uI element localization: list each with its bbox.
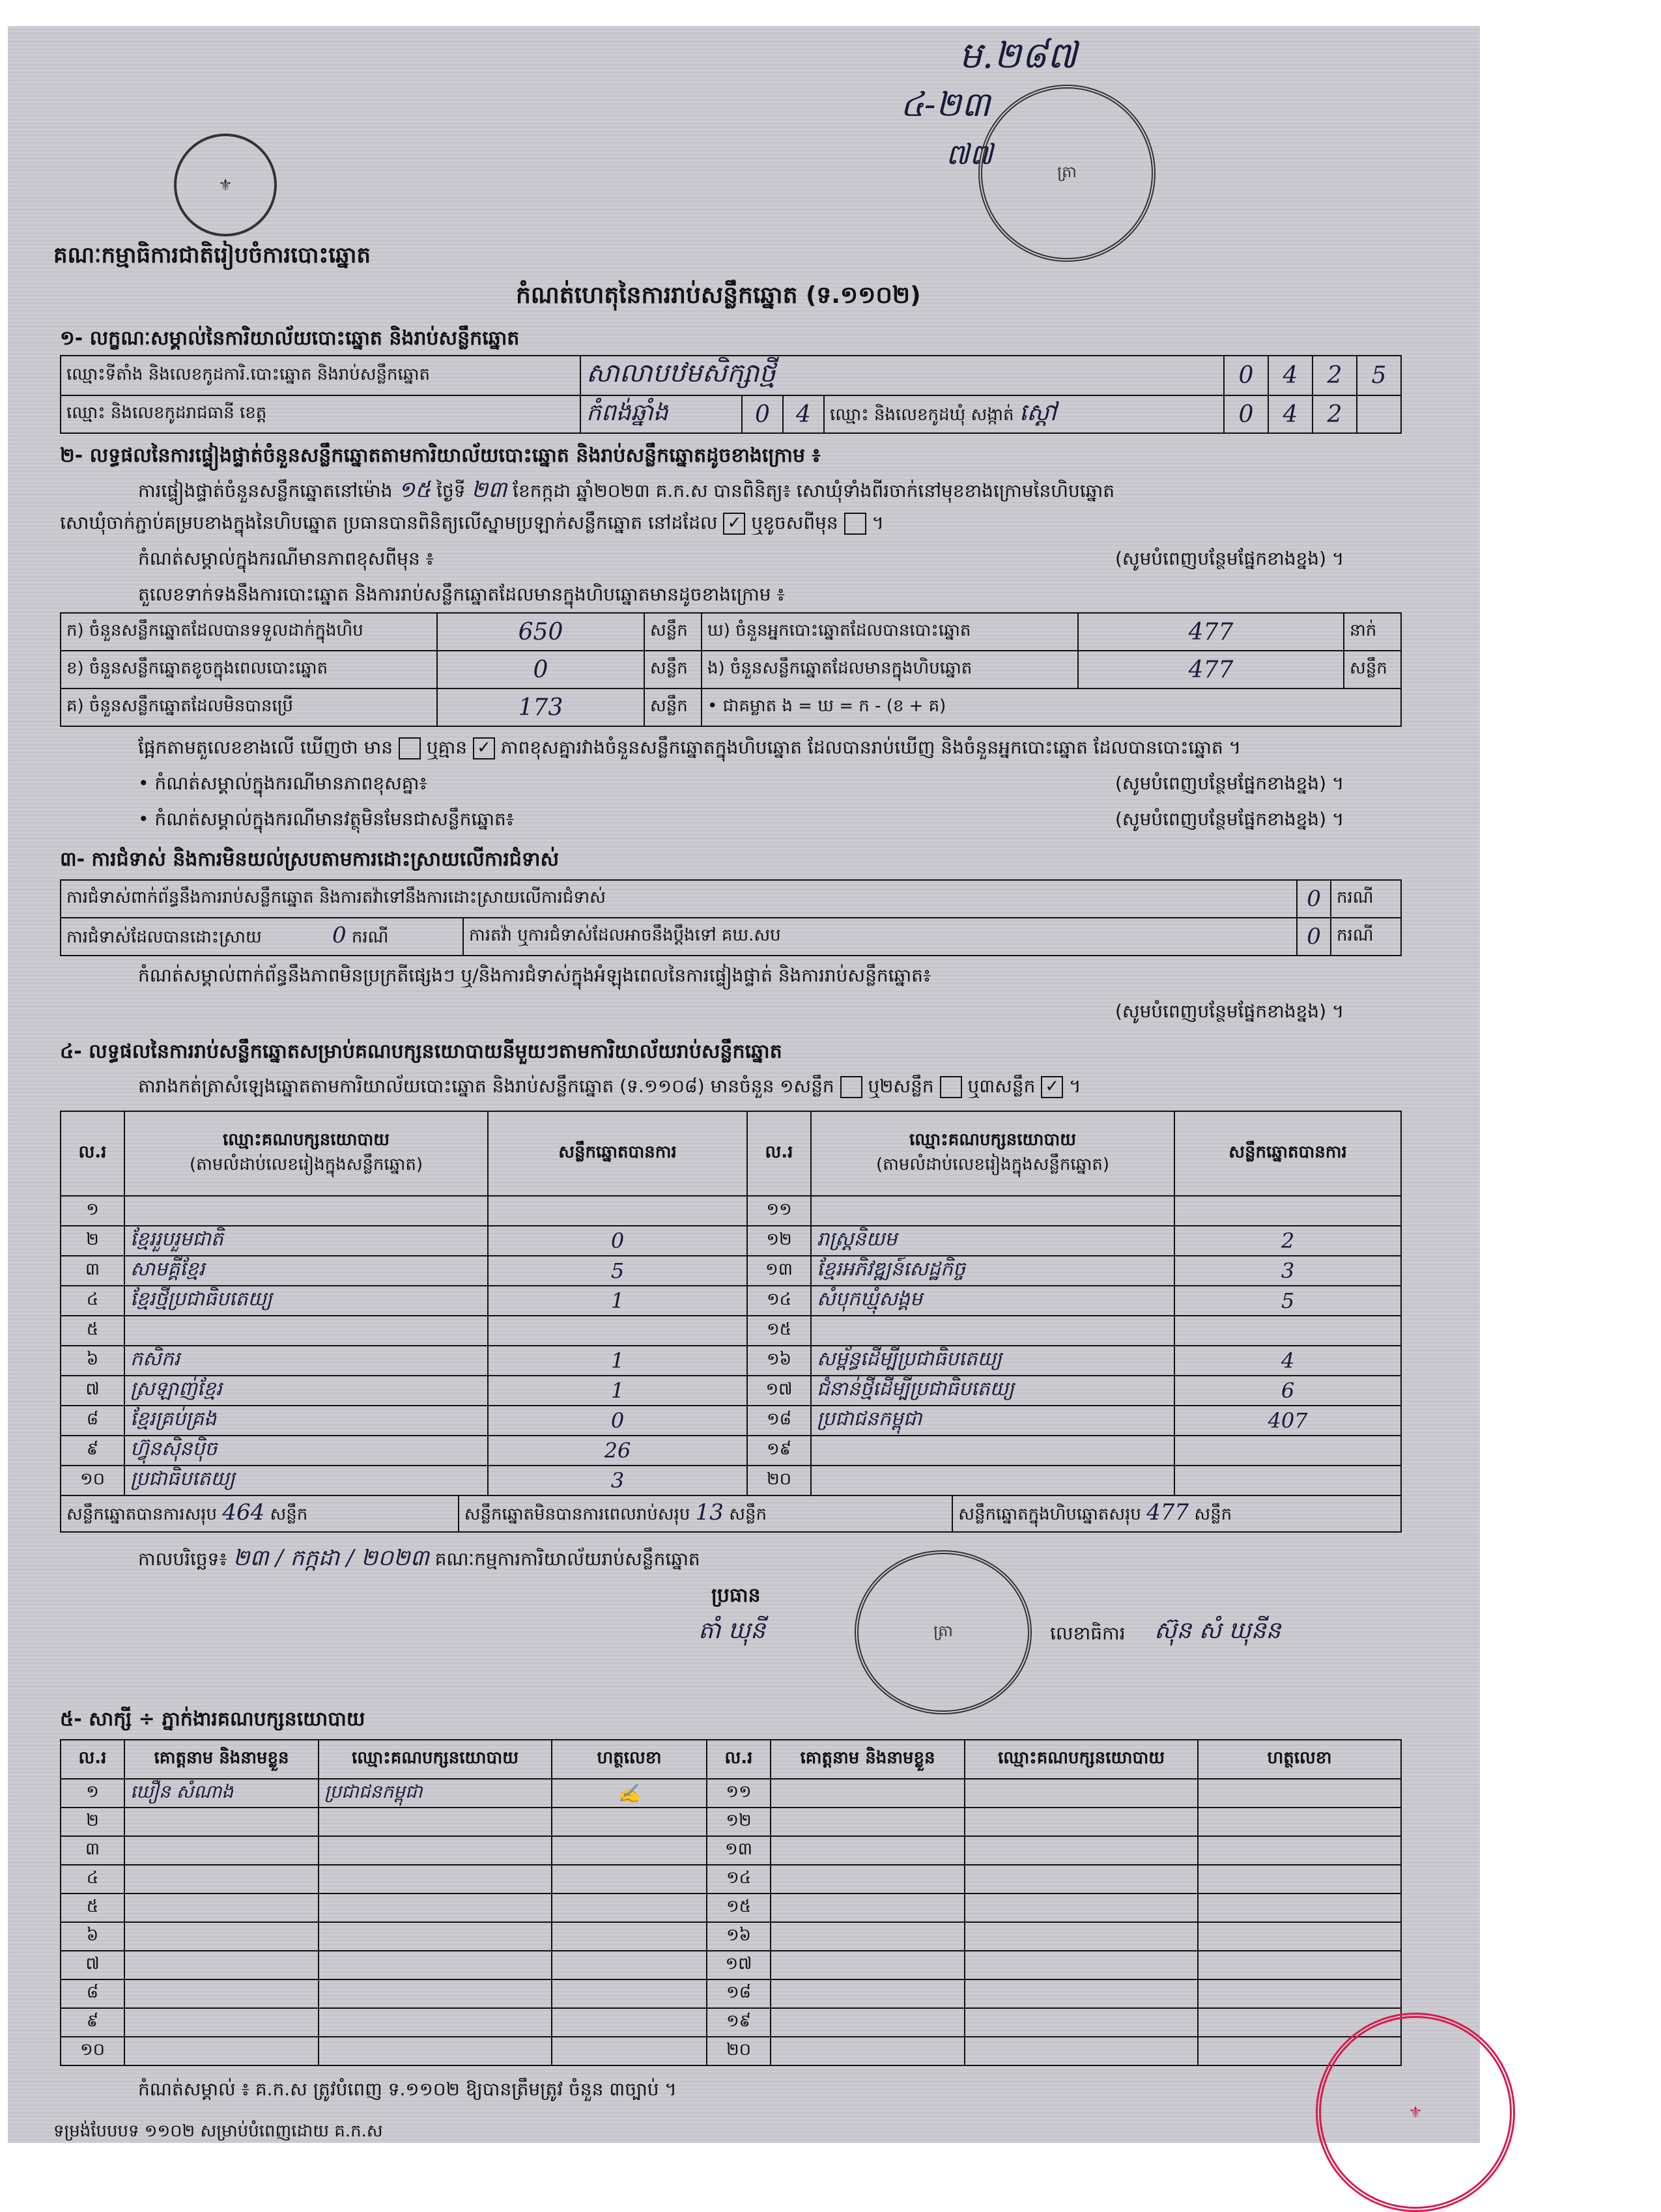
witness-name: [771, 1979, 965, 2008]
row-number: ៧: [61, 1376, 124, 1406]
party-name: សំបុកឃ្មុំសង្គម: [811, 1286, 1174, 1316]
s2-time-value: ១៥: [398, 477, 431, 503]
three-sheets-checkbox[interactable]: ✓: [1041, 1076, 1063, 1098]
total-box-unit: សន្លឹក: [1194, 1505, 1232, 1524]
witness-party: [965, 1893, 1198, 1922]
s1-row1-value: សាលាបឋមសិក្សាថ្មី: [580, 356, 1224, 395]
party-votes: 5: [488, 1256, 747, 1286]
stamp-label: ត្រា: [933, 1621, 953, 1640]
party-name: ហ៊្វុនស៊ិនប៉ិច: [124, 1436, 488, 1466]
party-name: ខ្មែរគ្រប់គ្រង: [124, 1406, 488, 1436]
row-d-unit: នាក់: [1344, 613, 1401, 651]
witness-signature: [1198, 1951, 1401, 1979]
party-votes: 4: [1174, 1346, 1401, 1376]
page-title: កំណត់ហេតុនៃការរាប់សន្លឹកឆ្នោត (ទ.១១០២): [516, 282, 921, 309]
no-difference-checkbox[interactable]: ✓: [473, 737, 495, 759]
witness-party: [965, 1779, 1198, 1808]
witness-name: [771, 1836, 965, 1865]
party-name: ប្រជាធិបតេយ្យ: [124, 1466, 488, 1496]
s2-p2: សោឃុំចាក់ភ្ជាប់គម្របខាងក្នុងនៃហិបឆ្នោត ប្រធានបានពិនិត្យលើស្នាមប្រឡាក់សន្លឹកឆ្នោត នៅដដែល: [60, 512, 718, 533]
s2-p1a: ការផ្ទៀងផ្ទាត់ចំនួនសន្លឹកឆ្នោតនៅម៉ោង: [138, 480, 393, 502]
total-box-value: 477: [1146, 1499, 1189, 1525]
row-number: ១២: [747, 1226, 811, 1256]
table-row: [61, 1196, 1401, 1226]
s4-intro2: ឬ២សន្លឹក: [868, 1075, 934, 1097]
total-valid-unit: សន្លឹក: [270, 1505, 308, 1524]
ballot-figures-table: [60, 612, 1402, 727]
witness-party: [319, 1922, 552, 1951]
s3-row2-value: 0: [332, 922, 347, 948]
s3-row2-label2: ការតវ៉ា ឬការជំទាស់ដែលអាចនឹងប្ដឹងទៅ គឃ.សប: [463, 918, 1297, 956]
secretary-label: លេខាធិការ: [1050, 1623, 1126, 1644]
party-votes: 3: [488, 1466, 747, 1496]
witness-name: [771, 1865, 965, 1893]
party-name: ខ្មែរអភិវឌ្ឍន៍សេដ្ឋកិច្ច: [811, 1256, 1174, 1286]
party-votes: 0: [488, 1406, 747, 1436]
one-sheet-checkbox[interactable]: [840, 1076, 862, 1098]
witness-name: [124, 1865, 319, 1893]
party-votes: [488, 1196, 747, 1226]
table-row: [61, 2037, 1401, 2065]
section-1-table: [60, 355, 1402, 434]
organization-name: គណៈកម្មាធិការជាតិរៀបចំការបោះឆ្នោត: [53, 242, 371, 268]
total-invalid-unit: សន្លឹក: [729, 1505, 767, 1524]
party-name: [811, 1196, 1174, 1226]
party-name: [811, 1316, 1174, 1346]
results-totals: [60, 1495, 1402, 1533]
witness-name: [771, 1922, 965, 1951]
row-number: ២: [61, 1808, 124, 1836]
committee-label: គណៈកម្មការការិយាល័យរាប់សន្លឹកឆ្នោត: [434, 1548, 700, 1570]
handwritten-ref-1: ម.២៨៧: [959, 35, 1077, 77]
row-number: ១៩: [707, 2008, 771, 2037]
party-votes: 2: [1174, 1226, 1401, 1256]
witness-name: [124, 1922, 319, 1951]
party-votes: 5: [1174, 1286, 1401, 1316]
party-name: សម្ព័ន្ធដើម្បីប្រជាធិបតេយ្យ: [811, 1346, 1174, 1376]
s2-bullet-1: • កំណត់សម្គាល់ក្នុងករណីមានភាពខុសគ្នា៖: [138, 773, 427, 794]
witness-signature: [552, 1808, 707, 1836]
chair-name: តាំ ឃុនី: [698, 1617, 765, 1644]
row-number: ១៨: [707, 1979, 771, 2008]
row-number: ៦: [61, 1346, 124, 1376]
row-number: ១៥: [707, 1893, 771, 1922]
row-number: ១៦: [707, 1922, 771, 1951]
row-number: ១៨: [747, 1406, 811, 1436]
witness-name: [771, 1808, 965, 1836]
row-b-unit: សន្លឹក: [644, 651, 702, 688]
footer-note: កំណត់សម្គាល់ ៖ គ.ក.ស ត្រូវបំពេញ ទ.១១០២ ឱ្យបានត្រឹមត្រូវ ចំនួន ៣ច្បាប់ ។: [138, 2078, 677, 2100]
party-results-table: [60, 1111, 1402, 1496]
row-number: ១០: [61, 1466, 124, 1496]
handwritten-ref-2: ៤-២៣: [900, 85, 991, 124]
party-votes: 1: [488, 1376, 747, 1406]
s4-intro3: ឬ៣សន្លឹក: [967, 1075, 1036, 1097]
witness-party: [319, 1836, 552, 1865]
witness-signature: ✍: [552, 1779, 707, 1808]
s1-row1-label: ឈ្មោះទីតាំង និងលេខកូដការិ.បោះឆ្នោត និងរាប់សន្លឹកឆ្នោត: [61, 356, 580, 395]
row-number: ១: [61, 1196, 124, 1226]
w-col-no: ល.រ: [707, 1740, 771, 1779]
row-c-label: គ) ចំនួនសន្លឹកឆ្នោតដែលមិនបានប្រើ: [61, 688, 437, 726]
row-number: ១៩: [747, 1436, 811, 1466]
total-valid-value: 464: [222, 1499, 265, 1525]
table-row: [61, 1979, 1401, 2008]
party-name: សាមគ្គីខ្មែរ: [124, 1256, 488, 1286]
s3-row2-unit: ករណី: [351, 928, 389, 947]
row-c-unit: សន្លឹក: [644, 688, 702, 726]
party-votes: 6: [1174, 1376, 1401, 1406]
witness-table: [60, 1739, 1402, 2066]
table-row: [61, 1376, 1401, 1406]
s2-day-value: ២៣: [471, 477, 507, 503]
witness-party: [965, 1979, 1198, 2008]
s2-fill-2: (សូមបំពេញបន្ថែមផ្នែកខាងខ្នង) ។: [1115, 808, 1344, 830]
witness-signature: [552, 1922, 707, 1951]
w-col-party: ឈ្មោះគណបក្សនយោបាយ: [319, 1740, 552, 1779]
table-row: [61, 1466, 1401, 1496]
witness-name: [771, 2008, 965, 2037]
w-col-sign: ហត្ថលេខា: [1198, 1740, 1401, 1779]
row-number: ១២: [707, 1808, 771, 1836]
witness-signature: [552, 1836, 707, 1865]
table-row: [61, 1436, 1401, 1466]
scanned-form-sheet: ម.២៨៧ ៤-២៣ ៧៧ ⚜ ត្រា គណៈកម្មាធិការជាតិរៀបចំការបោះឆ្នោត កំណត់ហេតុនៃការរាប់សន្លឹកឆ្នោត (ទ.១១០២) ១- លក្ខណៈសម្គាល់នៃការិយាល័យបោះឆ្នោត និងរាប់សន្លឹកឆ្នោត ឈ្មោះទីតាំង និងលេខកូដការិ.បោះឆ្នោត និងរាប់សន្លឹកឆ្នោត សាលាបឋមសិក្សាថ្មី 0 4 2 5 ឈ្មោះ និងលេខកូដរាជធានី ខេត្ត កំពង់ឆ្នាំង 0 4 ឈ្មោះ និងលេខកូដឃុំ សង្កាត់ ស្ដៅ 0 4 2 ២- លទ្ធផលនៃការផ្ទៀងផ្ទាត់ចំនួនសន្លឹកឆ្នោតតាមការិយាល័យបោះឆ្នោត និងរាប់សន្លឹកឆ្នោតដូចខាងក្រោម ៖ ការផ្ទៀងផ្ទាត់ចំនួនសន្លឹកឆ្នោតនៅម៉ោង ១៥ ថ្ងៃទី ២៣ ខែកក្កដា ឆ្នាំ២០២៣ គ.ក.ស បានពិនិត្យ៖ សោឃុំទាំងពីរចាក់នៅមុខខាងក្រោមនៃហិបឆ្នោត សោឃុំចាក់ភ្ជាប់គម្របខាងក្នុងនៃហិបឆ្នោត ប្រធានបានពិនិត្យលើស្នាមប្រឡាក់សន្លឹកឆ្នោត នៅដដែល ✓ ឬខូចសពីមុន ។ កំណត់សម្គាល់ក្នុងករណីមានភាពខុសពីមុន ៖ (សូមបំពេញបន្ថែមផ្នែកខាងខ្នង) ។ តួលេខទាក់ទងនឹងការបោះឆ្នោត និងការរាប់សន្លឹកឆ្នោតដែលមានក្នុងហិបឆ្នោតមានដូចខាងក្រោម ៖ ក) ចំនួនសន្លឹកឆ្នោតដែលបានទទួលដាក់ក្នុងហិប 650 សន្លឹក ឃ) ចំនួនអ្នកបោះឆ្នោតដែលបានបោះឆ្នោត 477 នាក់ ខ) ចំនួនសន្លឹកឆ្នោតខូចក្នុងពេលបោះឆ្នោត 0 សន្លឹក ង) ចំនួនសន្លឹកឆ្នោតដែលមានក្នុងហិបឆ្នោត 477 សន្លឹក គ) ចំនួនសន្លឹកឆ្នោតដែលមិនបានប្រើ 173 សន្លឹក • ជាគម្លាត ង = ឃ = ក - (ខ + គ) ផ្អែកតាមតួលេខខាងលើ ឃើញថា មាន ឬគ្មាន ✓ ភាពខុសគ្នារវាងចំនួនសន្លឹកឆ្នោតក្នុងហិបឆ្នោត ដែលបានរាប់ឃើញ និងចំនួនអ្នកបោះឆ្នោត ដែលបានបោះឆ្នោត ។ • កំណត់សម្គាល់ក្នុងករណីមានភាពខុសគ្នា៖ (សូមបំពេញបន្ថែមផ្នែកខាងខ្នង) ។ • កំណត់សម្គាល់ក្នុងករណីមានវត្ថុមិនមែនជាសន្លឹកឆ្នោត៖ (សូមបំពេញបន្ថែមផ្នែកខាងខ្នង) ។ ៣- ការជំទាស់ និងការមិនយល់ស្របតាមការដោះស្រាយលើការជំទាស់ ការជំទាស់ពាក់ព័ន្ធនឹងការរាប់សន្លឹកឆ្នោត និងការតវ៉ាទៅនឹងការដោះស្រាយលើការជំទាស់ 0 ករណី ការជំទាស់ដែលបានដោះស្រាយ 0 ករណី ការតវ៉ា ឬការជំទាស់ដែលអាចនឹងប្ដឹងទៅ គឃ.សប 0 ករណី កំណត់សម្គាល់ពាក់ព័ន្ធនឹងភាពមិនប្រក្រតីផ្សេងៗ ឬ/និងការជំទាស់ក្នុងអំឡុងពេលនៃការផ្ទៀងផ្ទាត់ និងការរាប់សន្លឹកឆ្នោត៖ (សូមបំពេញបន្ថែមផ្នែកខាងខ្នង) ។ ៤- លទ្ធផលនៃការរាប់សន្លឹកឆ្នោតសម្រាប់គណបក្សនយោបាយនីមួយៗតាមការិយាល័យរាប់សន្លឹកឆ្នោត តារាងកត់ត្រាសំឡេងឆ្នោតតាមការិយាល័យបោះឆ្នោត និងរាប់សន្លឹកឆ្នោត (ទ.១១០៨) មានចំនួន ១សន្លឹក ឬ២សន្លឹក ឬ៣សន្លឹក ✓ ។ ល.រ ឈ្មោះគណបក្សនយោបាយ (តាមលំដាប់លេខរៀងក្នុងសន្លឹកឆ្នោត) សន្លឹកឆ្នោតបានការ ល.រ ឈ្មោះគណបក្សនយោបាយ (តាមលំដាប់លេខរៀងក្នុងសន្លឹកឆ្នោត) សន្លឹកឆ្នោតបានការ ១ ១១ ២ ខ្មែររួបរួមជាតិ 0 ១២ រាស្ត្រនិយម 2 ៣ សាមគ្គីខ្មែរ 5 ១៣ ខ្មែរអភិវឌ្ឍន៍សេដ្ឋកិច្ច 3 ៤ ខ្មែរថ្មីប្រជាធិបតេយ្យ 1 ១៤ សំបុកឃ្មុំសង្គម 5 ៥ ១៥ ៦ កសិករ 1 ១៦ សម្ព័ន្ធដើម្បីប្រជាធិបតេយ្យ 4 ៧ ស្រឡាញ់ខ្មែរ 1 ១៧ ជំនាន់ថ្មីដើម្បីប្រជាធិបតេយ្យ 6 ៨ ខ្មែរគ្រប់គ្រង 0 ១៨ ប្រជាជនកម្ពុជា 407 ៩ ហ៊្វុនស៊ិនប៉ិច 26 ១៩ ១០ ប្រជាធិបតេយ្យ 3 ២០ សន្លឹកឆ្នោតបានការសរុប 464 សន្លឹក សន្លឹកឆ្នោតមិនបានការពេលរាប់សរុប 13 សន្លឹក សន្លឹកឆ្នោតក្នុងហិបឆ្នោតសរុប 477 សន្លឹក កាលបរិច្ឆេទ៖ ២៣ / កក្កដា / ២០២៣ គណៈកម្មការការិយាល័យរាប់សន្លឹកឆ្នោត ប្រធាន តាំ ឃុនី លេខាធិការ ស៊ុន សំ ឃុនីន ត្រា ៥- សាក្សី ÷ ភ្នាក់ងារគណបក្សនយោបាយ ល.រ គោត្តនាម និងនាមខ្លួន ឈ្មោះគណបក្សនយោបាយ ហត្ថលេខា ល.រ គោត្តនាម និងនាមខ្លួន ឈ្មោះគណបក្សនយោបាយ ហត្ថលេខា ១ ឃឿន សំណាង ប្រជាជនកម្ពុជា ✍ ១១ ២ ១២ ៣ ១៣ ៤ ១៤ ៥ ១៥ ៦ ១៦ ៧ ១៧ ៨ ១៨ ៩ ១៩ ១០ ២០ កំណត់សម្គាល់ ៖ គ.ក.ស ត្រូវបំពេញ ទ.១១០២ ឱ្យបានត្រឹមត្រូវ ចំនួន ៣ច្បាប់ ។ ទម្រង់បែបបទ ១១០២ សម្រាប់បំពេញដោយ គ.ក.ស: [8, 26, 1480, 2143]
row-number: ៥: [61, 1316, 124, 1346]
witness-party: [319, 1808, 552, 1836]
table-row: [61, 1406, 1401, 1436]
s3-row1-value: 0: [1297, 880, 1331, 918]
row-b-label: ខ) ចំនួនសន្លឹកឆ្នោតខូចក្នុងពេលបោះឆ្នោត: [61, 651, 437, 688]
row-number: ១០: [61, 2037, 124, 2065]
table-row: [61, 1865, 1401, 1893]
row-number: ៣: [61, 1836, 124, 1865]
s2-note-fill: (សូមបំពេញបន្ថែមផ្នែកខាងខ្នង) ។: [1115, 548, 1344, 569]
row-number: ១១: [747, 1196, 811, 1226]
witness-party: [319, 1951, 552, 1979]
has-difference-checkbox[interactable]: [399, 737, 421, 759]
witness-signature: [552, 1865, 707, 1893]
section-5-heading: ៥- សាក្សី ÷ ភ្នាក់ងារគណបក្សនយោបាយ: [60, 1708, 365, 1731]
table-row: [61, 1779, 1401, 1808]
row-number: ៣: [61, 1256, 124, 1286]
w-col-party: ឈ្មោះគណបក្សនយោបាយ: [965, 1740, 1198, 1779]
col-party-sub: (តាមលំដាប់លេខរៀងក្នុងសន្លឹកឆ្នោត): [875, 1155, 1110, 1174]
w-col-no: ល.រ: [61, 1740, 124, 1779]
witness-signature: [552, 2008, 707, 2037]
row-a-label: ក) ចំនួនសន្លឹកឆ្នោតដែលបានទទួលដាក់ក្នុងហិប: [61, 613, 437, 651]
witness-name: [771, 1893, 965, 1922]
row-number: ៨: [61, 1979, 124, 2008]
witness-party: [965, 1865, 1198, 1893]
row-number: ៦: [61, 1922, 124, 1951]
s1-code-digit: 2: [1313, 356, 1357, 395]
s1-province-code-digit: 0: [742, 395, 783, 433]
witness-party: [965, 1951, 1198, 1979]
party-votes: 1: [488, 1286, 747, 1316]
total-box-label: សន្លឹកឆ្នោតក្នុងហិបឆ្នោតសរុប: [958, 1505, 1141, 1524]
table-row: [61, 1226, 1401, 1256]
row-number: ២០: [707, 2037, 771, 2065]
row-number: ១៤: [747, 1286, 811, 1316]
party-votes: 407: [1174, 1406, 1401, 1436]
witness-name: [124, 1808, 319, 1836]
row-number: ៩: [61, 2008, 124, 2037]
witness-signature: [1198, 1979, 1401, 2008]
party-name: [124, 1196, 488, 1226]
party-votes: [488, 1316, 747, 1346]
s2-p1c: ខែកក្កដា ឆ្នាំ២០២៣ គ.ក.ស បានពិនិត្យ៖ សោឃុំទាំងពីរចាក់នៅមុខខាងក្រោមនៃហិបឆ្នោត: [513, 480, 1115, 502]
secretary-name: ស៊ុន សំ ឃុនីន: [1154, 1617, 1281, 1644]
row-b-value: 0: [437, 651, 644, 688]
row-number: ២០: [747, 1466, 811, 1496]
party-name: [124, 1316, 488, 1346]
s2-fill-1: (សូមបំពេញបន្ថែមផ្នែកខាងខ្នង) ។: [1115, 773, 1344, 794]
witness-party: [319, 1865, 552, 1893]
row-number: ១៧: [747, 1376, 811, 1406]
witness-name: [124, 1836, 319, 1865]
witness-party: [319, 1893, 552, 1922]
row-d-value: 477: [1078, 613, 1344, 651]
two-sheets-checkbox[interactable]: [940, 1076, 962, 1098]
witness-signature: [1198, 1779, 1401, 1808]
witness-name: [124, 2008, 319, 2037]
row-number: ៨: [61, 1406, 124, 1436]
section-1-heading: ១- លក្ខណៈសម្គាល់នៃការិយាល័យបោះឆ្នោត និងរាប់សន្លឹកឆ្នោត: [60, 327, 520, 350]
witness-party: [319, 1979, 552, 2008]
row-number: ១៣: [747, 1256, 811, 1286]
row-number: ១៥: [747, 1316, 811, 1346]
handwritten-ref-3: ៧៧: [946, 138, 993, 171]
row-e-label: ង) ចំនួនសន្លឹកឆ្នោតដែលមានក្នុងហិបឆ្នោត: [702, 651, 1078, 688]
s1-code-digit: 4: [1268, 356, 1313, 395]
row-number: ១: [61, 1779, 124, 1808]
party-votes: 1: [488, 1346, 747, 1376]
row-number: ១៤: [707, 1865, 771, 1893]
s2-p2-mid: ឬខូចសពីមុន: [751, 512, 838, 533]
s1-province-code-digit: 4: [783, 395, 824, 433]
party-votes: [1174, 1316, 1401, 1346]
witness-party: [965, 1922, 1198, 1951]
table-row: [61, 1922, 1401, 1951]
section-2-heading: ២- លទ្ធផលនៃការផ្ទៀងផ្ទាត់ចំនួនសន្លឹកឆ្នោតតាមការិយាល័យបោះឆ្នោត និងរាប់សន្លឹកឆ្នោតដូចខាងក្រោម ៖: [60, 444, 821, 467]
party-votes: 0: [488, 1226, 747, 1256]
witness-signature: [1198, 1922, 1401, 1951]
party-votes: 26: [488, 1436, 747, 1466]
party-votes: [1174, 1466, 1401, 1496]
s2-p4c: ភាពខុសគ្នារវាងចំនួនសន្លឹកឆ្នោតក្នុងហិបឆ្នោត ដែលបានរាប់ឃើញ និងចំនួនអ្នកបោះឆ្នោត ដែលបានបោះឆ្នោត ។: [500, 737, 1242, 758]
s1-commune-code-digit: 0: [1224, 395, 1268, 433]
s1-province-value: កំពង់ឆ្នាំង: [580, 395, 742, 433]
witness-name: [124, 2037, 319, 2065]
row-e-unit: សន្លឹក: [1344, 651, 1401, 688]
witness-party: [319, 2037, 552, 2065]
col-party: ឈ្មោះគណបក្សនយោបាយ: [223, 1130, 390, 1150]
w-col-sign: ហត្ថលេខា: [552, 1740, 707, 1779]
section-4-heading: ៤- លទ្ធផលនៃការរាប់សន្លឹកឆ្នោតសម្រាប់គណបក្សនយោបាយនីមួយៗតាមការិយាល័យរាប់សន្លឹកឆ្នោត: [60, 1040, 782, 1063]
party-name: ខ្មែររួបរួមជាតិ: [124, 1226, 488, 1256]
party-votes: [1174, 1196, 1401, 1226]
party-name: រាស្ត្រនិយម: [811, 1226, 1174, 1256]
party-name: [811, 1436, 1174, 1466]
s1-commune-code-digit: 2: [1313, 395, 1357, 433]
s2-p4a: ផ្អែកតាមតួលេខខាងលើ ឃើញថា មាន: [138, 737, 393, 758]
table-row: [61, 1256, 1401, 1286]
party-votes: [1174, 1436, 1401, 1466]
damaged-checkbox[interactable]: [844, 513, 866, 535]
witness-party: ប្រជាជនកម្ពុជា: [319, 1779, 552, 1808]
witness-signature: [552, 2037, 707, 2065]
row-c-value: 173: [437, 688, 644, 726]
date-value: ២៣ / កក្កដា / ២០២៣: [233, 1545, 429, 1571]
s2-p1b: ថ្ងៃទី: [436, 480, 466, 502]
row-number: ៤: [61, 1286, 124, 1316]
witness-party: [965, 1808, 1198, 1836]
row-number: ១១: [707, 1779, 771, 1808]
party-name: ខ្មែរថ្មីប្រជាធិបតេយ្យ: [124, 1286, 488, 1316]
witness-signature: [1198, 1865, 1401, 1893]
unchanged-checkbox[interactable]: ✓: [723, 513, 745, 535]
table-row: [61, 2008, 1401, 2037]
s3-row2-value2: 0: [1297, 918, 1331, 956]
row-number: ១៦: [747, 1346, 811, 1376]
party-votes: 3: [1174, 1256, 1401, 1286]
col-votes: សន្លឹកឆ្នោតបានការ: [1174, 1111, 1401, 1196]
col-no: ល.រ: [747, 1111, 811, 1196]
party-name: ប្រជាជនកម្ពុជា: [811, 1406, 1174, 1436]
formula-label: • ជាគម្លាត ង = ឃ = ក - (ខ + គ): [702, 688, 1401, 726]
witness-name: [771, 1951, 965, 1979]
col-party-sub: (តាមលំដាប់លេខរៀងក្នុងសន្លឹកឆ្នោត): [189, 1155, 423, 1174]
table-row: [61, 1893, 1401, 1922]
row-number: ៥: [61, 1893, 124, 1922]
s3-row1-label: ការជំទាស់ពាក់ព័ន្ធនឹងការរាប់សន្លឹកឆ្នោត និងការតវ៉ាទៅនឹងការដោះស្រាយលើការជំទាស់: [61, 880, 1297, 918]
total-valid-label: សន្លឹកឆ្នោតបានការសរុប: [66, 1505, 218, 1524]
s1-code-digit: 0: [1224, 356, 1268, 395]
w-col-name: គោត្តនាម និងនាមខ្លួន: [124, 1740, 319, 1779]
w-col-name: គោត្តនាម និងនាមខ្លួន: [771, 1740, 965, 1779]
row-number: ៧: [61, 1951, 124, 1979]
col-party: ឈ្មោះគណបក្សនយោបាយ: [909, 1130, 1076, 1150]
witness-name: [124, 1951, 319, 1979]
s2-bullet-2: • កំណត់សម្គាល់ក្នុងករណីមានវត្ថុមិនមែនជាសន្លឹកឆ្នោត៖: [138, 808, 515, 830]
witness-name: [124, 1893, 319, 1922]
row-number: ៤: [61, 1865, 124, 1893]
party-name: [811, 1466, 1174, 1496]
s1-commune-code-digit: 4: [1268, 395, 1313, 433]
table-row: [61, 1951, 1401, 1979]
s4-intro: តារាងកត់ត្រាសំឡេងឆ្នោតតាមការិយាល័យបោះឆ្នោត និងរាប់សន្លឹកឆ្នោត (ទ.១១០៨) មានចំនួន ១សន្លឹក: [138, 1075, 834, 1097]
witness-name: [124, 1979, 319, 2008]
stamp-label: ត្រា: [1057, 162, 1077, 181]
chair-label: ប្រធាន: [711, 1584, 761, 1607]
official-stamp-icon: [978, 85, 1156, 262]
date-label: កាលបរិច្ឆេទ៖: [138, 1548, 227, 1570]
footer-form-id: ទម្រង់បែបបទ ១១០២ សម្រាប់បំពេញដោយ គ.ក.ស: [53, 2121, 383, 2141]
s2-note-label: កំណត់សម្គាល់ក្នុងករណីមានភាពខុសពីមុន ៖: [138, 548, 434, 569]
party-name: ជំនាន់ថ្មីដើម្បីប្រជាធិបតេយ្យ: [811, 1376, 1174, 1406]
total-invalid-value: 13: [695, 1499, 724, 1525]
s1-commune-value: ស្ដៅ: [1019, 399, 1057, 426]
row-e-value: 477: [1078, 651, 1344, 688]
witness-signature: [552, 1979, 707, 2008]
s3-fill: (សូមបំពេញបន្ថែមផ្នែកខាងខ្នង) ។: [1115, 1000, 1344, 1022]
table-row: [61, 1316, 1401, 1346]
party-name: ស្រឡាញ់ខ្មែរ: [124, 1376, 488, 1406]
s1-commune-label: ឈ្មោះ និងលេខកូដឃុំ សង្កាត់: [830, 404, 1014, 425]
s1-row2-label: ឈ្មោះ និងលេខកូដរាជធានី ខេត្ត: [61, 395, 580, 433]
witness-signature: [1198, 1893, 1401, 1922]
witness-signature: [1198, 1836, 1401, 1865]
witness-party: [965, 2008, 1198, 2037]
s3-row2-label: ការជំទាស់ដែលបានដោះស្រាយ: [66, 928, 262, 947]
s2-p3: តួលេខទាក់ទងនឹងការបោះឆ្នោត និងការរាប់សន្លឹកឆ្នោតដែលមានក្នុងហិបឆ្នោតមានដូចខាងក្រោម ៖: [138, 584, 785, 605]
section-3-heading: ៣- ការជំទាស់ និងការមិនយល់ស្របតាមការដោះស្រាយលើការជំទាស់: [60, 848, 560, 871]
s3-row1-unit: ករណី: [1331, 880, 1401, 918]
table-row: [61, 1808, 1401, 1836]
witness-party: [965, 2037, 1198, 2065]
row-number: ២: [61, 1226, 124, 1256]
s3-note: កំណត់សម្គាល់ពាក់ព័ន្ធនឹងភាពមិនប្រក្រតីផ្សេងៗ ឬ/និងការជំទាស់ក្នុងអំឡុងពេលនៃការផ្ទៀងផ្ទាត់ និងការរាប់សន្លឹកឆ្នោត៖: [138, 965, 931, 986]
s3-row2-unit2: ករណី: [1331, 918, 1401, 956]
s1-code-digit: 5: [1357, 356, 1401, 395]
witness-signature: [552, 1893, 707, 1922]
witness-name: [771, 1779, 965, 1808]
s2-p4b: ឬគ្មាន: [426, 737, 468, 758]
objections-table: [60, 879, 1402, 956]
col-no: ល.រ: [61, 1111, 124, 1196]
row-d-label: ឃ) ចំនួនអ្នកបោះឆ្នោតដែលបានបោះឆ្នោត: [702, 613, 1078, 651]
row-a-unit: សន្លឹក: [644, 613, 702, 651]
committee-stamp-icon: [855, 1550, 1032, 1714]
col-votes: សន្លឹកឆ្នោតបានការ: [488, 1111, 747, 1196]
table-row: [61, 1346, 1401, 1376]
table-row: [61, 1836, 1401, 1865]
witness-party: [965, 1836, 1198, 1865]
total-invalid-label: សន្លឹកឆ្នោតមិនបានការពេលរាប់សរុប: [464, 1505, 690, 1524]
witness-signature: [1198, 1808, 1401, 1836]
witness-name: ឃឿន សំណាង: [124, 1779, 319, 1808]
witness-name: [771, 2037, 965, 2065]
row-number: ១៧: [707, 1951, 771, 1979]
witness-party: [319, 2008, 552, 2037]
row-a-value: 650: [437, 613, 644, 651]
party-name: កសិករ: [124, 1346, 488, 1376]
red-stamp-icon: ⚜: [1316, 2013, 1515, 2212]
nec-logo-icon: ⚜: [174, 134, 277, 236]
row-number: ១៣: [707, 1836, 771, 1865]
table-row: [61, 1286, 1401, 1316]
witness-signature: [552, 1951, 707, 1979]
row-number: ៩: [61, 1436, 124, 1466]
